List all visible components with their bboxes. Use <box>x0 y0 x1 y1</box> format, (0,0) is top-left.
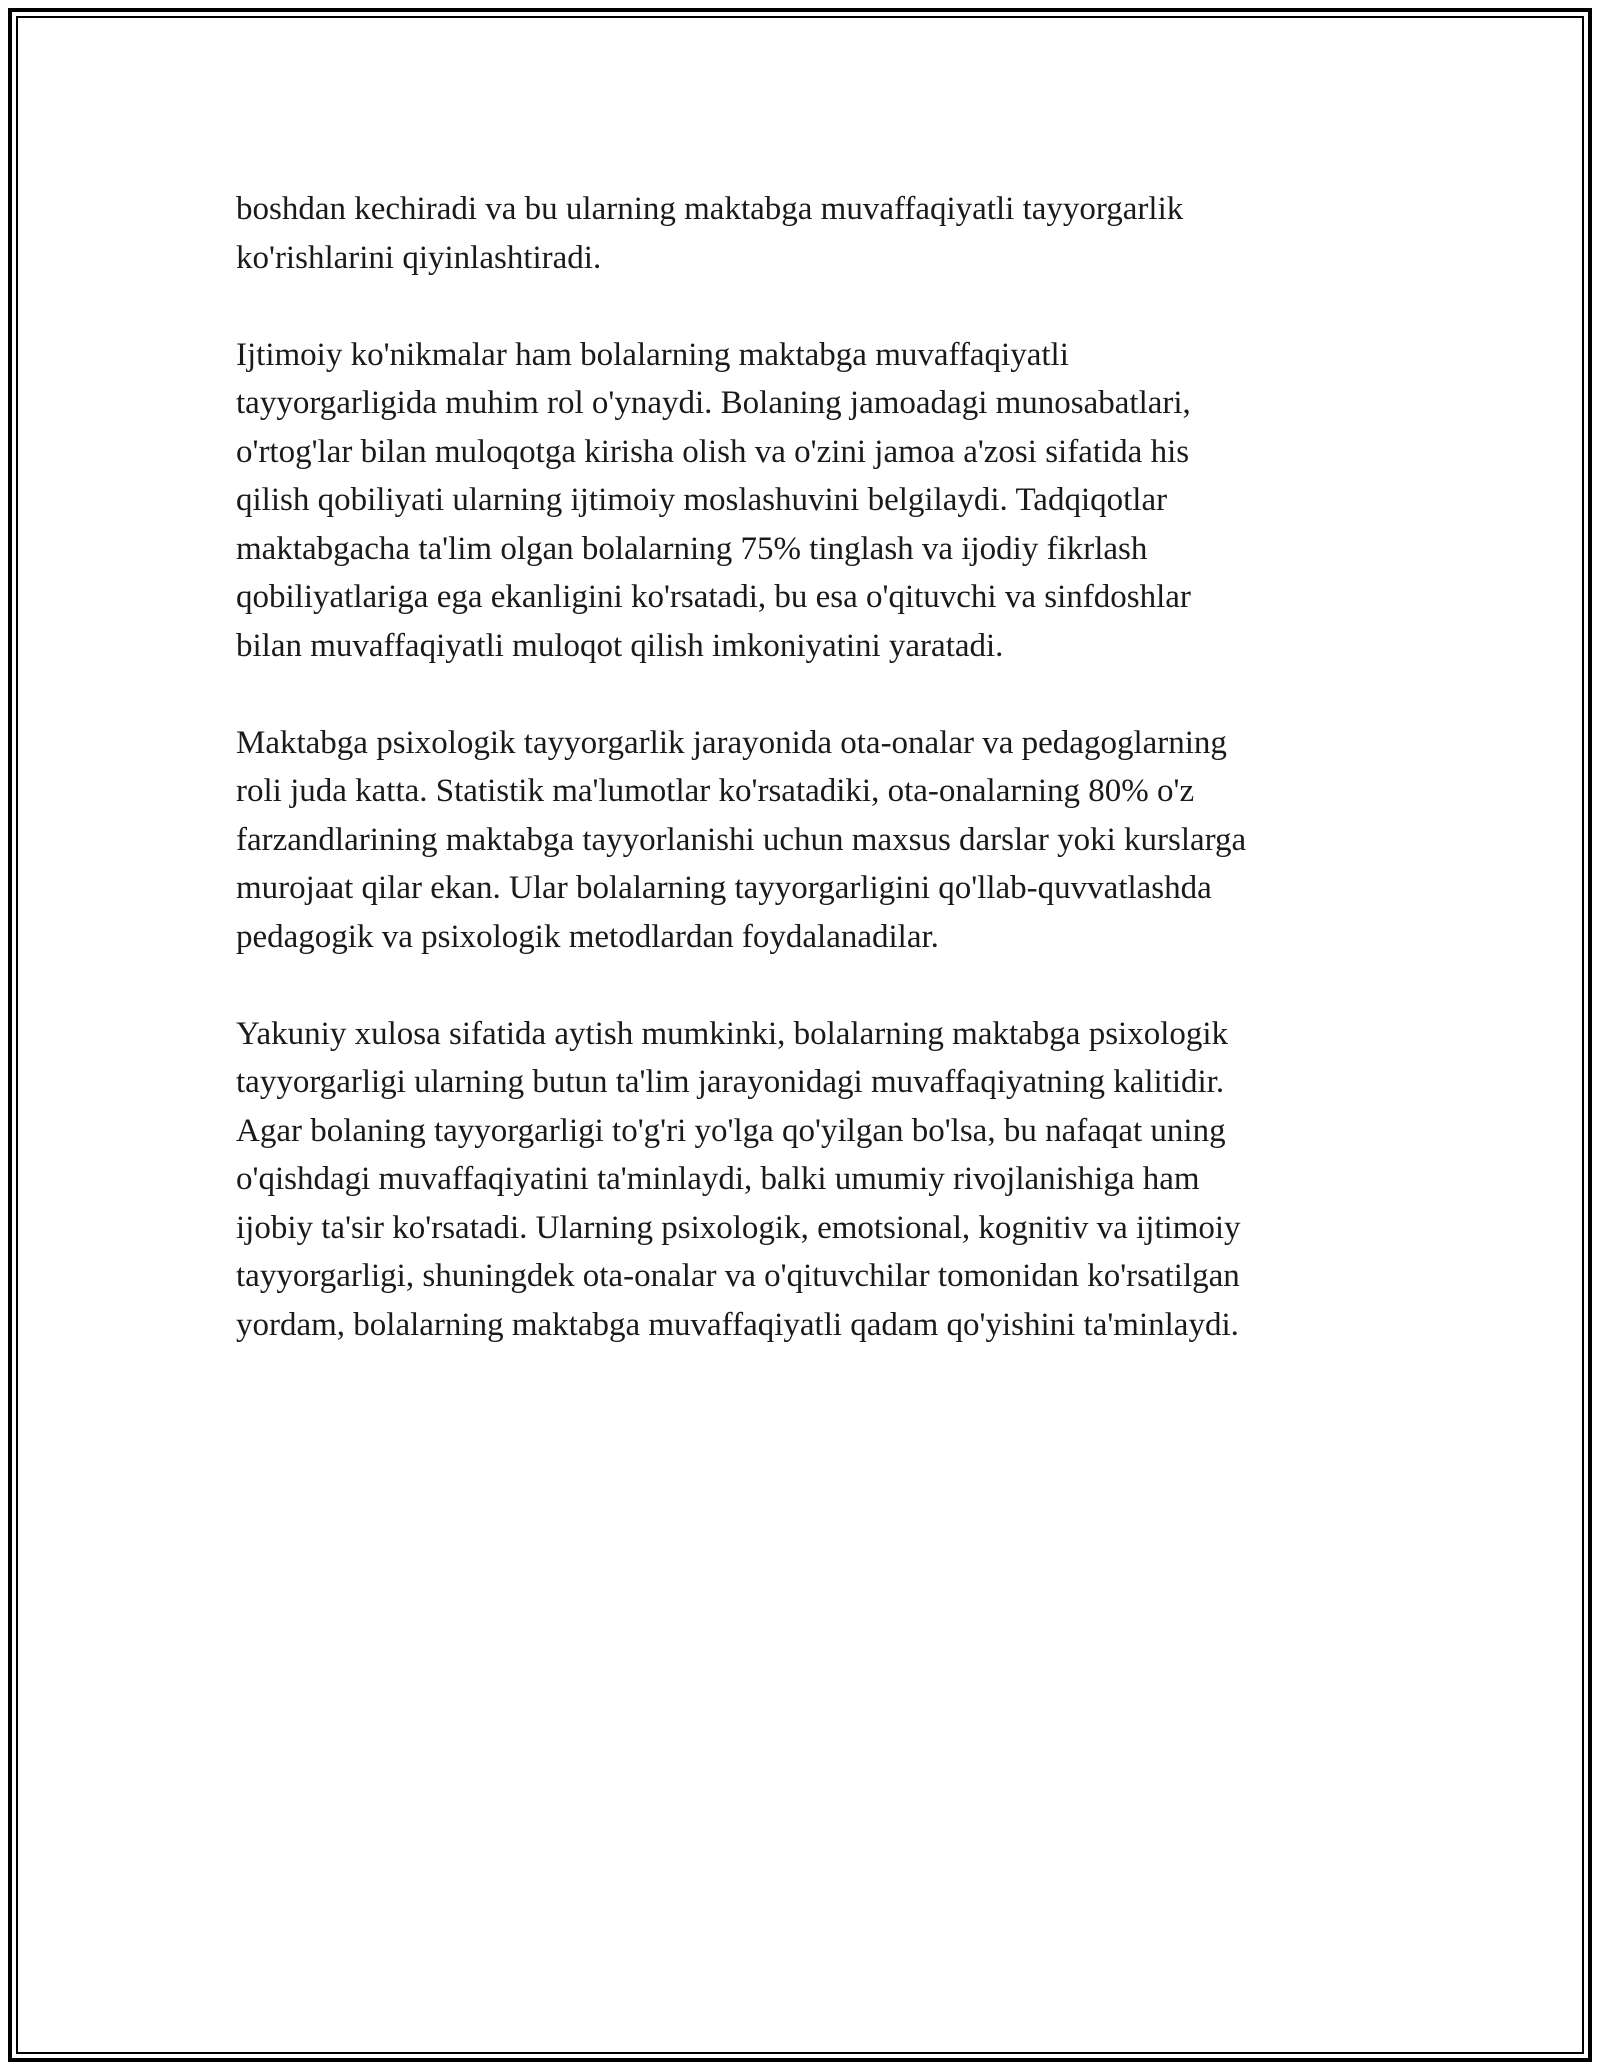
text-line: boshdan kechiradi va bu ularning maktabga muvaffaqiyatli tayyorgarlik <box>236 191 1184 227</box>
paragraph-parents-role <box>236 719 1376 962</box>
document-body <box>236 185 1376 1398</box>
text-line: tayyorgarligida muhim rol o'ynaydi. Bolaning jamoadagi munosabatlari, <box>236 385 1191 421</box>
text-line: pedagogik va psixologik metodlardan foydalanadilar. <box>236 918 939 955</box>
paragraph-social-skills <box>236 331 1376 671</box>
text-line: roli juda katta. Statistik ma'lumotlar ko'rsatadiki, ota-onalarning 80% o'z <box>236 773 1195 809</box>
text-line: Yakuniy xulosa sifatida aytish mumkinki, bolalarning maktabga psixologik <box>236 1015 1229 1052</box>
text-line: yordam, bolalarning maktabga muvaffaqiyatli qadam qo'yishini ta'minlaydi. <box>236 1306 1239 1343</box>
text-line: ijobiy ta'sir ko'rsatadi. Ularning psixologik, emotsional, kognitiv va ijtimoiy <box>236 1209 1241 1246</box>
text-line: o'rtog'lar bilan muloqotga kirisha olish va o'zini jamoa a'zosi sifatida his <box>236 433 1190 470</box>
text-line: Ijtimoiy ko'nikmalar ham bolalarning maktabga muvaffaqiyatli <box>236 336 1069 373</box>
text-line: tayyorgarligi ularning butun ta'lim jarayonidagi muvaffaqiyatning kalitidir. <box>236 1064 1225 1100</box>
text-line: bilan muvaffaqiyatli muloqot qilish imkoniyatini yaratadi. <box>236 627 1004 664</box>
text-line: qilish qobiliyati ularning ijtimoiy moslashuvini belgilaydi. Tadqiqotlar <box>236 482 1168 518</box>
paragraph-conclusion <box>236 1010 1376 1350</box>
text-line: qobiliyatlariga ega ekanligini ko'rsatadi, bu esa o'qituvchi va sinfdoshlar <box>236 579 1191 615</box>
text-line: o'qishdagi muvaffaqiyatini ta'minlaydi, balki umumiy rivojlanishiga ham <box>236 1161 1200 1197</box>
text-line: maktabgacha ta'lim olgan bolalarning 75% tinglash va ijodiy fikrlash <box>236 530 1148 567</box>
text-line: Maktabga psixologik tayyorgarlik jarayonida ota-onalar va pedagoglarning <box>236 724 1227 761</box>
paragraph-continuation <box>236 185 1376 282</box>
text-line: farzandlarining maktabga tayyorlanishi uchun maxsus darslar yoki kurslarga <box>236 821 1247 858</box>
text-line: tayyorgarligi, shuningdek ota-onalar va o'qituvchilar tomonidan ko'rsatilgan <box>236 1258 1240 1294</box>
text-line: Agar bolaning tayyorgarligi to'g'ri yo'lga qo'yilgan bo'lsa, bu nafaqat uning <box>236 1112 1226 1149</box>
text-line: murojaat qilar ekan. Ular bolalarning tayyorgarligini qo'llab-quvvatlashda <box>236 870 1212 906</box>
text-line: ko'rishlarini qiyinlashtiradi. <box>236 239 602 276</box>
